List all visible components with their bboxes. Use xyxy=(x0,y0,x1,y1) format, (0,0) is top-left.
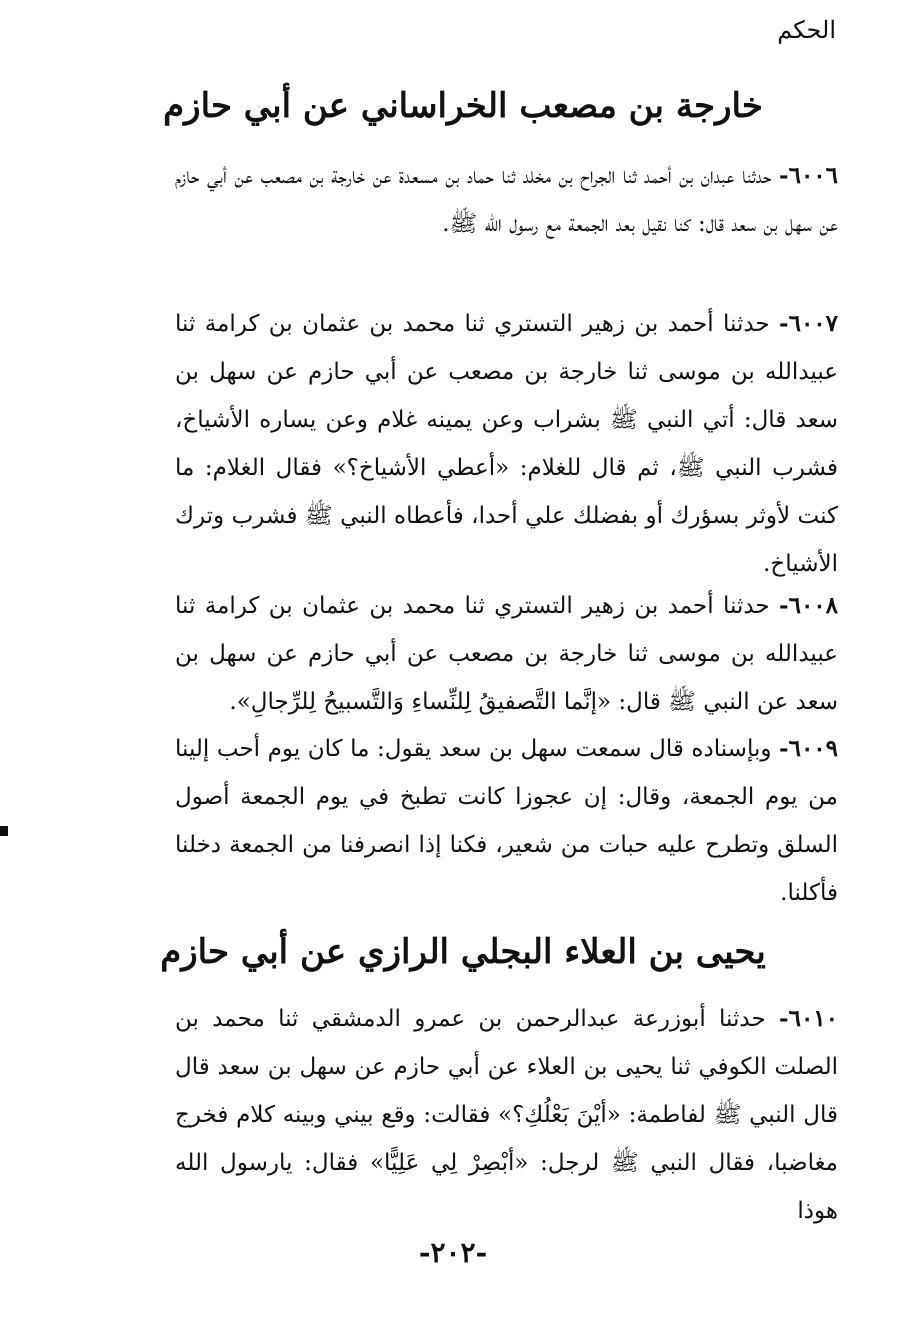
entry-number: ٦٠٠٧- xyxy=(779,310,839,337)
entry-6010 xyxy=(175,995,838,1235)
entry-text: حدثنا أحمد بن زهير التستري ثنا محمد بن عثمان بن كرامة ثنا عبيدالله بن موسى ثنا خارجة بن مصعب عن أبي حازم عن سهل بن سعد عن النبي ﷺ قال: «إنَّما التَّصفيقُ لِلنِّساءِ وَالتَّسبيحُ لِلرِّجالِ». xyxy=(175,593,838,715)
entry-text: وبإسناده قال سمعت سهل بن سعد يقول: ما كان يوم أحب إلينا من يوم الجمعة، وقال: إن عجوزا كانت تطبخ في يوم الجمعة أصول السلق وتطرح عليه حبات من شعير، فكنا إذا انصرفنا من الجمعة دخلنا فأكلنا. xyxy=(175,736,838,906)
entry-number: ٦٠١٠- xyxy=(779,1005,839,1032)
entry-6009 xyxy=(175,725,838,917)
section-heading-yahya: يحيى بن العلاء البجلي الرازي عن أبي حازم xyxy=(160,932,766,972)
entry-6007 xyxy=(175,300,838,588)
entry-text: حدثنا أبوزرعة عبدالرحمن بن عمرو الدمشقي ثنا محمد بن الصلت الكوفي ثنا يحيى بن العلاء عن أبي حازم عن سهل بن سعد قال قال النبي ﷺ لفاطمة: «أيْنَ بَعْلُكِ؟» فقالت: وقع بيني وبينه كلام فخرج مغاضبا، فقال النبي ﷺ لرجل: «أبْصِرْ لِي عَلِيًّا» فقال: يارسول الله هوذا xyxy=(175,1006,838,1224)
entry-6008 xyxy=(175,582,838,726)
entry-number: ٦٠٠٦- xyxy=(779,162,839,189)
margin-mark xyxy=(0,826,8,836)
running-head: الحكم xyxy=(777,16,836,44)
entry-text: حدثنا عبدان بن أحمد ثنا الجراح بن مخلد ثنا حماد بن مسعدة عن خارجة بن مصعب عن أبي حازم عن سهل بن سعد قال: كنا نقيل بعد الجمعة مع رسول الله ﷺ. xyxy=(175,163,838,237)
entry-6006 xyxy=(175,152,838,248)
section-heading-kharija: خارجة بن مصعب الخراساني عن أبي حازم xyxy=(163,86,763,126)
entry-number: ٦٠٠٩- xyxy=(779,735,839,762)
page-number: -٢٠٢- xyxy=(418,1236,488,1269)
entry-number: ٦٠٠٨- xyxy=(779,592,839,619)
entry-text: حدثنا أحمد بن زهير التستري ثنا محمد بن عثمان بن كرامة ثنا عبيدالله بن موسى ثنا خارجة بن مصعب عن أبي حازم عن سهل بن سعد قال: أتي النبي ﷺ بشراب وعن يمينه غلام وعن يساره الأشياخ، فشرب النبي ﷺ، ثم قال للغلام: «أعطي الأشياخ؟» فقال الغلام: ما كنت لأوثر بسؤرك أو بفضلك علي أحدا، فأعطاه النبي ﷺ فشرب وترك الأشياخ. xyxy=(175,311,838,577)
